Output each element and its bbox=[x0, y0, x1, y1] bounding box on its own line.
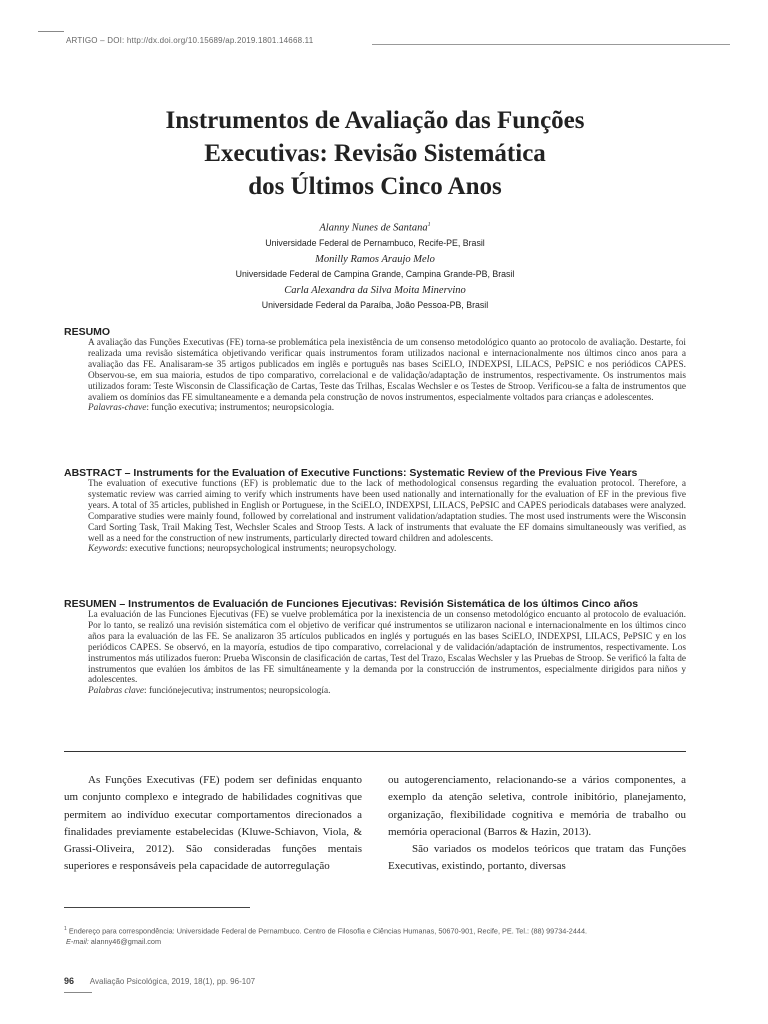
doi-line: ARTIGO – DOI: http://dx.doi.org/10.15689/ap.2019.1801.14668.11 bbox=[66, 36, 314, 45]
resumo-body: A avaliação das Funções Executivas (FE) torna-se problemática pela inexistência de um consenso metodológico quanto ao protocolo de avaliação. Destarte, foi realizada uma revisão sistemática objetivando verificar quais instrumentos foram utilizados nacional e internacionalmente nos últimos cinco anos para a avaliação das FE. Analisaram-se 35 artigos publicados em inglês e português nas bases SciELO, INDEXPSI, LILACS, PePSIC e nos periódicos CAPES. Observou-se, em sua maioria, estudos de tipo comparativo, correlacional e de validação/adaptação de instrumentos, respectivamente. Os instrumentos mais utilizados foram: Teste Wisconsin de Classificação de Cartas, Teste das Trilhas, Escalas Wechsler e os Testes de Stroop. Verificou-se a falta de instrumentos que avaliem os domínios das FE simultaneamente e a demanda pela construção de novos instrumentos, especialmente voltados para crianças e adolescentes. bbox=[88, 338, 686, 403]
header-rule bbox=[38, 31, 64, 32]
author-affiliation: Universidade Federal da Paraíba, João Pessoa-PB, Brasil bbox=[261, 300, 489, 310]
author-name: Alanny Nunes de Santana$^1$ bbox=[319, 222, 431, 234]
article-title bbox=[60, 104, 690, 203]
resumo-section bbox=[64, 326, 686, 414]
footnote-rule bbox=[64, 907, 250, 908]
footnote: $^1$ Endereço para correspondência: Universidade Federal de Pernambuco. Centro de Filosofia e Ciências Humanas, 50670-901, Recife, PE. Tel.: (88) 99734-2444. E-mail: alanny46@gmail.com bbox=[64, 926, 588, 947]
section-divider bbox=[64, 751, 686, 752]
author-block bbox=[60, 218, 690, 314]
abstract-heading: ABSTRACT – Instruments for the Evaluation of Executive Functions: Systematic Review of the Previous Five Years bbox=[64, 467, 638, 479]
resumen-keywords: Palabras clave: funciónejecutiva; instrumentos; neuropsicología. bbox=[88, 686, 331, 697]
title-line-1: Instrumentos de Avaliação das Funções bbox=[165, 107, 585, 134]
email-link[interactable]: alanny46@gmail.com bbox=[90, 937, 162, 947]
abstract-body: The evaluation of executive functions (EF) is problematic due to the lack of methodological consensus regarding the evaluation protocol. Therefore, a systematic review was carried aiming to verify which instruments have been used nationally and internationally for the evaluation of EF in the previous five years. A total of 35 articles, published in English or Portuguese, in the SciELO, INDEXPSI, LILACS, PePSIC and CAPES periodicals databases were analyzed. Comparative studies were mainly found, followed by correlational and instrument validation/adaptation studies. The most used instruments were the Wisconsin Card Sorting Task, Trail Making Test, Wechsler Scales and Stroop Tests. A lack of instruments that evaluate the EF domains simultaneously was verified, as well as a need for the construction of new instruments, particularly directed toward children and adolescents. bbox=[88, 479, 686, 544]
resumen-section bbox=[64, 598, 686, 697]
resumo-heading: RESUMO bbox=[64, 326, 111, 338]
author-name: Monilly Ramos Araujo Melo bbox=[315, 253, 435, 265]
header-rule-right bbox=[372, 44, 730, 45]
page-footer bbox=[64, 976, 255, 986]
body-paragraph: As Funções Executivas (FE) podem ser definidas enquanto um conjunto complexo e integrado de habilidades cognitivas que permitem ao indivíduo executar comportamentos direcionados a finalidades previamente estabelecidas (Kluwe-Schiavon, Viola, & Grassi-Oliveira, 2012). São consideradas funções mentais superiores e responsáveis pela capacidade de autorregulação bbox=[64, 774, 362, 873]
abstract-section bbox=[64, 467, 686, 555]
body-column-right bbox=[388, 772, 686, 876]
footer-rule bbox=[64, 992, 92, 993]
body-paragraph: ou autogerenciamento, relacionando-se a vários componentes, a exemplo da atenção seletiva, controle inibitório, planejamento, organização, flexibilidade cognitiva e memória de trabalho ou memória operacional (Barros & Hazin, 2013). bbox=[388, 774, 686, 838]
resumo-keywords: Palavras-chave: função executiva; instrumentos; neuropsicologia. bbox=[88, 403, 335, 414]
resumen-body: La evaluación de las Funciones Ejecutivas (FE) se vuelve problemática por la inexistencia de un consenso metodológico encuanto al protocolo de evaluación. Por lo tanto, se realizó una revisión sistemática com el objetivo de verificar qué instrumentos se utilizaron nacional e internacionalmente en los últimos cinco años para la evaluación de las FE. Se analizaron 35 artículos publicados en inglés y portugués en las bases SciELO, INDEXPSI, LILACS, PePSIC y en los periódicos CAPES. Se observó, en la mayoría, estudios de tipo comparativo, correlacional y de validación/adaptación de instrumentos, respectivamente. Los instrumentos más utilizados fueron: Prueba Wisconsin de clasificación de cartas, Test del Trazo, Escalas Wechsler y las Pruebas de Stroop. Se verificó la falta de instrumentos que evalúen los ámbitos de las FE simultáneamente y la demanda por la construcción de instrumentos, especialmente dirigidos para niños y adolescentes. bbox=[88, 610, 686, 686]
author-affiliation: Universidade Federal de Pernambuco, Recife-PE, Brasil bbox=[265, 238, 485, 248]
page-number: 96 bbox=[64, 976, 75, 986]
abstract-keywords: Keywords: executive functions; neuropsychological instruments; neuropsychology. bbox=[88, 544, 397, 555]
resumen-heading: RESUMEN – Instrumentos de Evaluación de Funciones Ejecutivas: Revisión Sistemática de los últimos Cinco años bbox=[64, 598, 639, 610]
title-line-2: Executivas: Revisão Sistemática bbox=[204, 140, 546, 167]
author-name: Carla Alexandra da Silva Moita Minervino bbox=[284, 284, 466, 296]
body-paragraph: São variados os modelos teóricos que tratam das Funções Executivas, existindo, portanto, diversas bbox=[388, 843, 686, 873]
author-affiliation: Universidade Federal de Campina Grande, Campina Grande-PB, Brasil bbox=[235, 269, 515, 279]
title-line-3: dos Últimos Cinco Anos bbox=[248, 173, 502, 200]
body-column-left bbox=[64, 772, 362, 876]
journal-citation: Avaliação Psicológica, 2019, 18(1), pp. 96-107 bbox=[89, 977, 256, 986]
